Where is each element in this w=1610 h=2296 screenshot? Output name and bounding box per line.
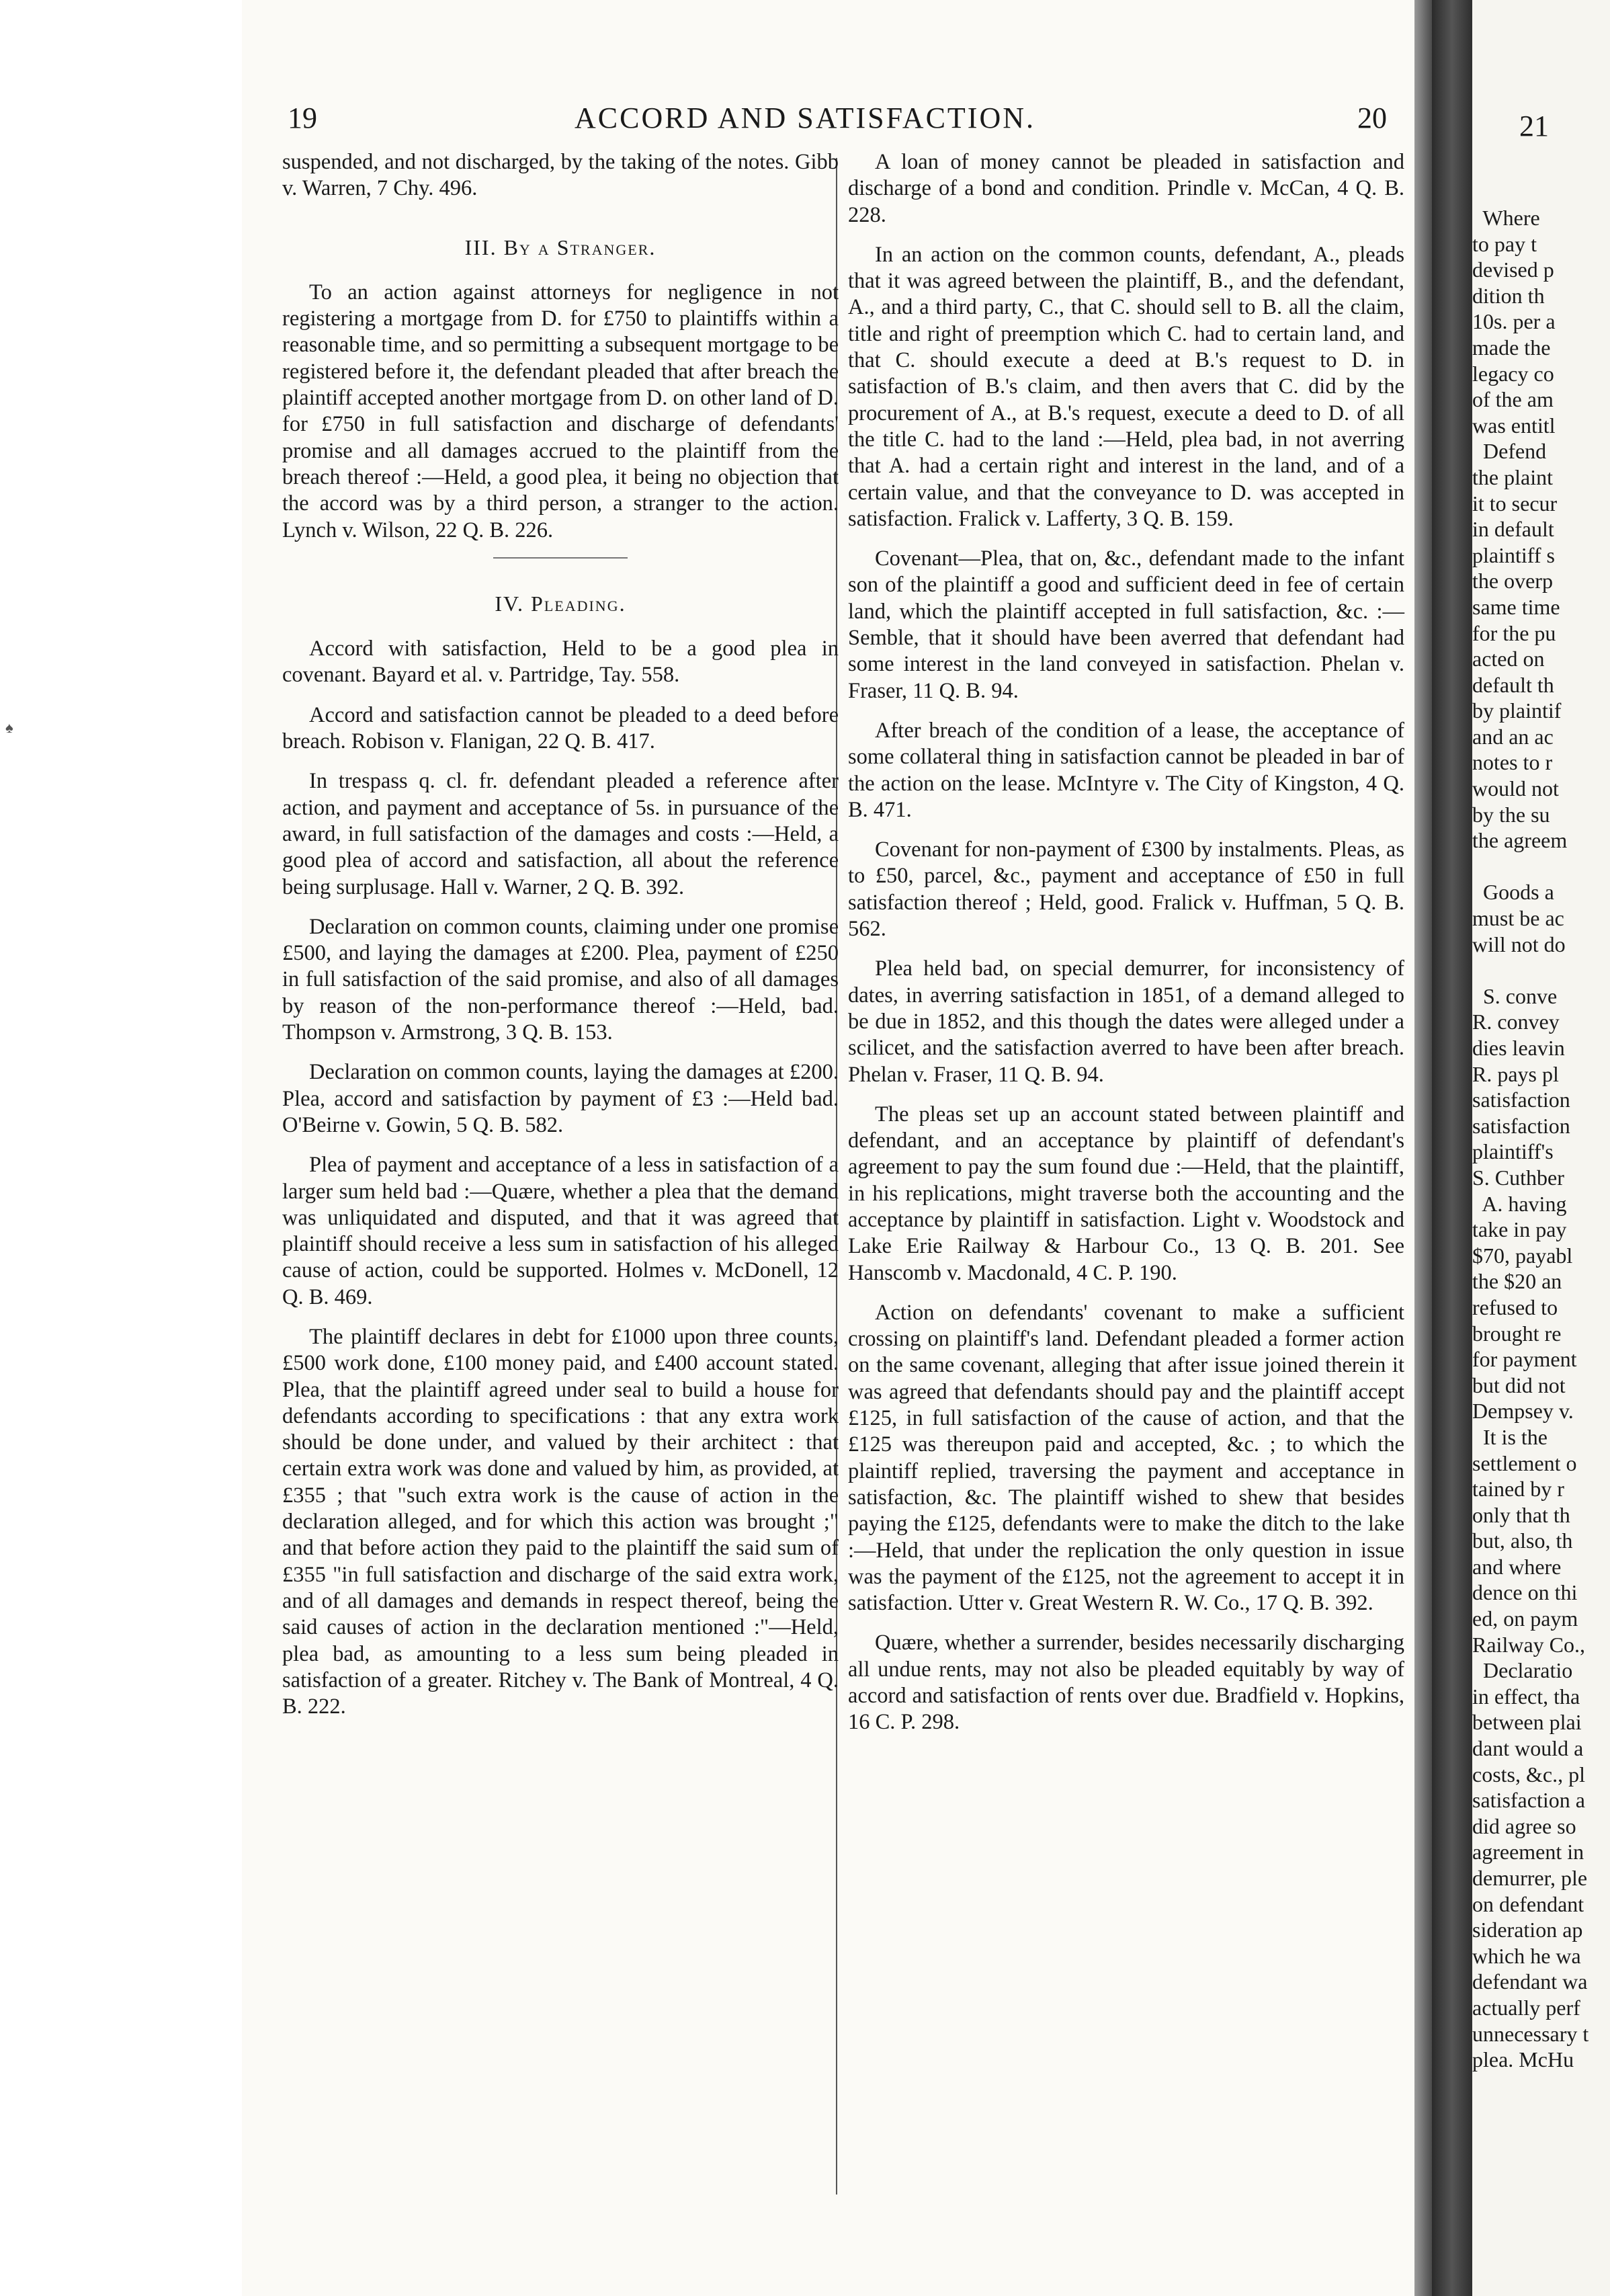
paragraph: Plea of payment and acceptance of a less in satisfaction of a larger sum held bad :—Quære, whether a plea that the demand was unliquidated and disputed, and that it was agreed that plaintiff should receive a less sum in satisfaction of his alleged cause of action, could be supported. Holmes v. McDonell, 12 Q. B. 469.	[282, 1153, 839, 1309]
section-rule	[493, 557, 628, 559]
next-page-text-fragment: Where to pay t devised p dition th 10s. per a made the legacy co of the am was entitl Defend the plaint it to secur in default plaintiff s the overp same time for the pu acted on default th by plaintif and an ac notes to r would not by the su the agreem Goods a must be ac will not do S. conve R. convey dies leavin R. pays pl satisfaction satisfaction plaintiff's S. Cuthber A. having take in pay $70, payabl the $20 an refused to brought re for payment but did not Dempsey v. It is the settlement o tained by r only that th but, also, th and where dence on thi ed, on paym Railway Co., Declaratio in effect, tha between plai dant would a costs, &c., pl satisfaction a did agree so agreement in demurrer, ple on defendant sideration ap which he wa defendant wa actually perf unnecessary t plea. McHu	[1472, 206, 1589, 2072]
paragraph: A loan of money cannot be pleaded in satisfaction and discharge of a bond and condition. Prindle v. McCan, 4 Q. B. 228.	[848, 150, 1404, 227]
section-heading: IV. Pleading.	[495, 591, 626, 616]
paragraph: Accord and satisfaction cannot be pleaded to a deed before breach. Robison v. Flanigan, 22 Q. B. 417.	[282, 702, 839, 754]
paragraph: After breach of the condition of a lease, the acceptance of some collateral thing in satisfaction cannot be pleaded in bar of the action on the lease. McIntyre v. The City of Kingston, 4 Q. B. 471.	[848, 718, 1404, 822]
right-column	[848, 149, 1404, 1750]
paragraph: The pleas set up an account stated between plaintiff and defendant, and an acceptance by plaintiff of defendant's agreement to pay the sum found due :—Held, that the plaintiff, in his replications, might traverse both the accounting and the acceptance by plaintiff in satisfaction. Light v. Woodstock and Lake Erie Railway & Harbour Co., 13 Q. B. 201. See Hanscomb v. Macdonald, 4 C. P. 190.	[848, 1102, 1404, 1285]
section-heading: III. By a Stranger.	[464, 235, 656, 259]
next-page-number: 21	[1519, 110, 1549, 142]
paragraph: Action on defendants' covenant to make a sufficient crossing on plaintiff's land. Defendant pleaded a former action on the same covenant, alleging that after issue joined therein it was agreed that defendants should pay and the plaintiff accept £125, in full satisfaction of the cause of action, and that the £125 was thereupon paid and accepted, &c. ; to which the plaintiff replied, traversing the payment and acceptance in satisfaction, &c. The plaintiff wished to shew that besides paying the £125, defendants were to make the ditch to the lake :—Held, that under the replication the only question in issue was the payment of the £125, not the agreement to accept it in satisfaction. Utter v. Great Western R. W. Co., 17 Q. B. 392.	[848, 1300, 1404, 1616]
paragraph: Declaration on common counts, laying the damages at £200. Plea, accord and satisfaction by payment of £3 :—Held bad. O'Beirne v. Gowin, 5 Q. B. 582.	[282, 1060, 839, 1137]
next-page-sheet	[1472, 0, 1610, 2296]
paragraph: To an action against attorneys for negligence in not registering a mortgage from D. for £750 to plaintiffs within a reasonable time, and so permitting a subsequent mortgage to be registered before it, the defendant pleaded that after breach the plaintiff accepted another mortgage from D. on other land of D. for £750 in full satisfaction and discharge of defendants' promise and all damages accrued to the plaintiff from the breach thereof :—Held, a good plea, it being no objection that the accord was by a third person, a stranger to the action. Lynch v. Wilson, 22 Q. B. 226.	[282, 280, 839, 542]
left-page-number: 19	[288, 101, 317, 134]
gutter-shadow	[1414, 0, 1432, 2296]
paragraph: In trespass q. cl. fr. defendant pleaded a reference after action, and payment and acceptance of 5s. in pursuance of the award, in full satisfaction of the damages and costs :—Held, a good plea of accord and satisfaction, all about the reference being surplusage. Hall v. Warner, 2 Q. B. 392.	[282, 769, 839, 899]
paragraph: suspended, and not discharged, by the taking of the notes. Gibb v. Warren, 7 Chy. 496.	[282, 150, 839, 201]
book-spine	[1432, 0, 1472, 2296]
paragraph: In an action on the common counts, defendant, A., pleads that it was agreed between the plaintiff, B., and the defendant, A., and a third party, C., that C. should sell to B. all the claim, title and right of preemption which C. had to certain land, and that C. should execute a deed at B.'s request to D. in satisfaction of B.'s claim, and then avers that C. did by the procurement of A., at B.'s request, execute a deed to D. of all the title C. had to the land :—Held, plea bad, in not averring that A. had a certain right and interest in the land, and of a certain value, and that the conveyance to D. was accepted in satisfaction. Fralick v. Lafferty, 3 Q. B. 159.	[848, 242, 1404, 531]
paragraph: Declaration on common counts, claiming under one promise £500, and laying the damages at £200. Plea, payment of £250 in full satisfaction of the said promise, and also of all damages by reason of the non-performance thereof :—Held, bad. Thompson v. Armstrong, 3 Q. B. 153.	[282, 914, 839, 1045]
paragraph: Accord with satisfaction, Held to be a good plea in covenant. Bayard et al. v. Partridge, Tay. 558.	[282, 637, 839, 688]
paragraph: Quære, whether a surrender, besides necessarily discharging all undue rents, may not also be pleaded equitably by way of accord and satisfaction of rents over due. Bradfield v. Hopkins, 16 C. P. 298.	[848, 1631, 1404, 1735]
paragraph: Covenant for non-payment of £300 by instalments. Pleas, as to £50, parcel, &c., payment and acceptance of £50 in full satisfaction thereof ; Held, good. Fralick v. Huffman, 5 Q. B. 562.	[848, 837, 1404, 942]
paragraph: Covenant—Plea, that on, &c., defendant made to the infant son of the plaintiff a good and sufficient deed in fee of certain land, which the plaintiff accepted in full satisfaction, &c. :—Semble, that it should have been averred that defendant had some interest in the land conveyed in satisfaction. Phelan v. Fraser, 11 Q. B. 94.	[848, 546, 1404, 703]
paragraph: The plaintiff declares in debt for £1000 upon three counts, £500 work done, £100 money paid, and £400 account stated. Plea, that the plaintiff agreed under seal to build a house for defendants according to specifications : that any extra work should be done under, and valued by their architect : that certain extra work was done and valued by him, as provided, at £355 ; that "such extra work is the cause of action in the declaration alleged, and for which this action was brought ;" and that before action they paid to the plaintiff the said sum of £355 "in full satisfaction and discharge of the said extra work, and of all damages and demands in respect thereof, being the said causes of action in the declaration mentioned :"—Held, plea bad, as amounting to a less sum being pleaded in satisfaction of a greater. Ritchey v. The Bank of Montreal, 4 Q. B. 222.	[282, 1324, 839, 1719]
left-column	[282, 149, 839, 1733]
margin-mark: ♠	[5, 719, 13, 736]
right-page-number: 20	[1357, 101, 1387, 134]
paragraph: Plea held bad, on special demurrer, for inconsistency of dates, in averring satisfaction in 1851, of a demand alleged to be due in 1852, and this though the dates were alleged under a scilicet, and the satisfaction averred to have been after breach. Phelan v. Fraser, 11 Q. B. 94.	[848, 956, 1404, 1087]
running-title: ACCORD AND SATISFACTION.	[574, 101, 1036, 134]
